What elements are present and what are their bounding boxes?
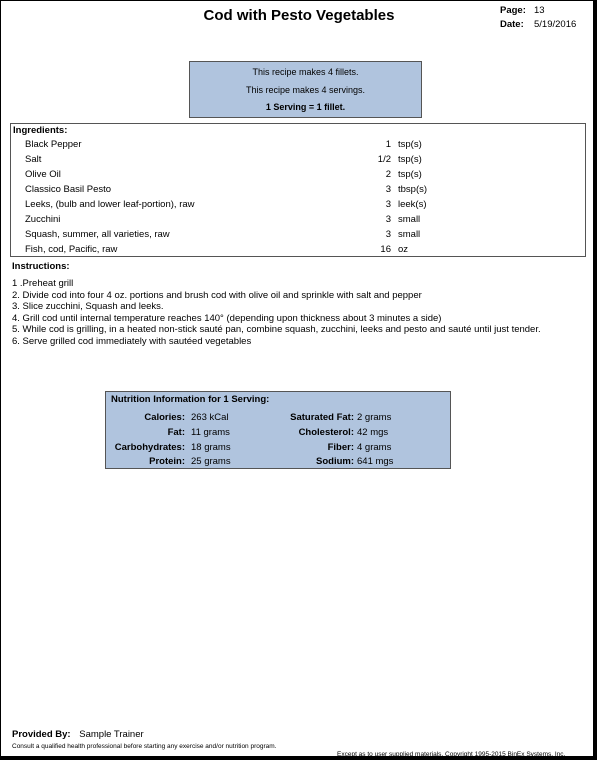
page-label: Page: (500, 5, 526, 16)
nutrient-value: 263 kCal (191, 412, 229, 423)
yield-fillets: This recipe makes 4 fillets. (252, 67, 359, 77)
provided-by-value: Sample Trainer (79, 729, 144, 740)
ingredient-row (11, 199, 585, 212)
provided-by (12, 729, 144, 740)
copyright-notice: Except as to user supplied materials, Copyright 1995-2015 BinEx Systems, Inc. (337, 751, 566, 758)
ingredients-box (10, 123, 586, 257)
ingredient-qty: 3 (385, 199, 391, 210)
recipe-title: Cod with Pesto Vegetables (203, 7, 395, 24)
nutrient-label: Carbohydrates: (114, 442, 185, 453)
nutrient-label: Fiber: (327, 442, 354, 453)
instruction-step: 6. Serve grilled cod immediately with sautéed vegetables (12, 335, 252, 347)
ingredient-qty: 3 (385, 229, 391, 240)
nutrient-label: Calories: (144, 412, 185, 423)
instructions-title: Instructions: (12, 261, 70, 272)
provided-by-label: Provided By: (12, 729, 71, 740)
instruction-step: 3. Slice zucchini, Squash and leeks. (12, 301, 164, 312)
ingredients-title: Ingredients: (13, 125, 68, 136)
instruction-step: 2. Divide cod into four 4 oz. portions and brush cod with olive oil and sprinkle with salt and pepper (12, 289, 422, 301)
nutrient-value: 4 grams (357, 442, 392, 453)
ingredient-unit: small (398, 214, 421, 225)
nutrient-label: Protein: (149, 456, 185, 467)
nutrient-value: 42 mgs (357, 427, 389, 438)
ingredient-name: Leeks, (bulb and lower leaf-portion), raw (25, 199, 195, 210)
ingredient-name: Zucchini (25, 214, 61, 225)
nutrient-value: 641 mgs (357, 456, 394, 467)
ingredient-unit: tbsp(s) (398, 184, 428, 195)
ingredient-row (11, 184, 585, 197)
instruction-step: 5. While cod is grilling, in a heated non-stick sauté pan, combine squash, zucchini, leeks and pesto and sauté until just tender. (12, 324, 541, 335)
ingredient-row (11, 244, 585, 257)
ingredient-row (11, 154, 585, 167)
consult-disclaimer: Consult a qualified health professional before starting any exercise and/or nutrition program. (12, 743, 277, 750)
serving-definition: 1 Serving = 1 fillet. (265, 102, 346, 112)
nutrient-value: 18 grams (191, 442, 231, 453)
instruction-step: 1 .Preheat grill (12, 278, 74, 289)
nutrient-label: Fat: (167, 427, 185, 438)
ingredient-unit: oz (398, 244, 409, 255)
ingredient-row (11, 229, 585, 242)
nutrient-value: 2 grams (357, 412, 392, 423)
date-value: 5/19/2016 (534, 19, 577, 30)
ingredient-qty: 2 (385, 169, 391, 180)
instruction-step: 4. Grill cod until internal temperature reaches 140° (depending upon thickness about 3 minutes a side) (12, 312, 442, 324)
date-label: Date: (500, 19, 524, 30)
ingredient-name: Salt (25, 154, 42, 165)
nutrient-label: Sodium: (316, 456, 354, 467)
nutrition-title: Nutrition Information for 1 Serving: (111, 394, 270, 405)
ingredient-qty: 3 (385, 184, 391, 195)
ingredient-name: Olive Oil (25, 169, 61, 180)
ingredient-row (11, 169, 585, 182)
nutrient-label: Saturated Fat: (290, 412, 354, 423)
yield-box (189, 61, 422, 118)
nutrient-value: 25 grams (191, 456, 231, 467)
ingredient-name: Classico Basil Pesto (25, 184, 112, 195)
nutrient-label: Cholesterol: (298, 427, 354, 438)
nutrition-box (105, 391, 451, 469)
instructions-list (12, 278, 541, 347)
ingredient-qty: 3 (385, 214, 391, 225)
page-value: 13 (534, 5, 545, 16)
ingredient-qty: 1 (385, 139, 391, 150)
ingredient-unit: small (398, 229, 421, 240)
ingredient-name: Black Pepper (25, 139, 82, 150)
ingredient-unit: tsp(s) (398, 169, 422, 180)
ingredient-name: Fish, cod, Pacific, raw (25, 244, 118, 255)
ingredient-unit: tsp(s) (398, 139, 422, 150)
ingredient-unit: tsp(s) (398, 154, 422, 165)
ingredient-qty: 1/2 (377, 154, 391, 165)
ingredient-name: Squash, summer, all varieties, raw (25, 229, 170, 240)
ingredient-unit: leek(s) (398, 199, 427, 210)
nutrient-value: 11 grams (191, 427, 230, 438)
ingredient-row (11, 139, 585, 152)
ingredient-row (11, 214, 585, 227)
ingredient-qty: 16 (380, 244, 391, 255)
yield-servings: This recipe makes 4 servings. (245, 85, 366, 95)
